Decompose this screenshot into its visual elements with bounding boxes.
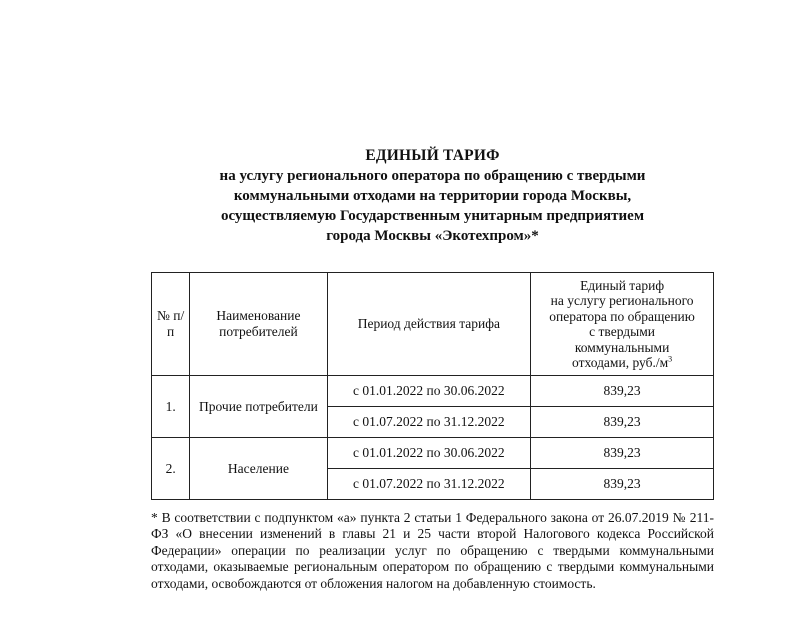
table-header-row — [152, 273, 714, 376]
row-num: 2. — [152, 438, 190, 500]
row-period: с 01.01.2022 по 30.06.2022 — [327, 438, 531, 469]
title-line-2: коммунальными отходами на территории города Москвы, — [233, 188, 632, 204]
tariff-table — [151, 272, 714, 500]
header-period: Период действия тарифа — [327, 273, 531, 376]
row-tariff-value: 839,23 — [531, 469, 714, 500]
row-tariff-value: 839,23 — [531, 376, 714, 407]
row-period: с 01.01.2022 по 30.06.2022 — [327, 376, 531, 407]
row-num: 1. — [152, 376, 190, 438]
header-tariff-unit: отходами, руб./м — [572, 355, 669, 370]
table-row — [152, 438, 714, 469]
header-tariff-line-3: оператора по обращению — [549, 308, 695, 324]
header-tariff-line-2: на услугу регионального — [550, 293, 694, 308]
header-consumers: Наименование потребителей — [190, 273, 327, 376]
row-tariff-value: 839,23 — [531, 438, 714, 469]
header-tariff-unit-sup: 3 — [668, 354, 673, 364]
row-consumer: Население — [190, 438, 327, 500]
header-tariff-line-4: с твердыми — [589, 324, 655, 339]
table-row — [152, 376, 714, 407]
row-period: с 01.07.2022 по 31.12.2022 — [327, 407, 531, 438]
title-line-3: осуществляемую Государственным унитарным предприятием — [220, 208, 645, 224]
title-line-4: города Москвы «Экотехпром»* — [326, 228, 539, 244]
title-line-1: на услугу регионального оператора по обращению с твердыми — [219, 168, 646, 184]
header-num: № п/п — [152, 273, 190, 376]
row-tariff-value: 839,23 — [531, 407, 714, 438]
document-title — [150, 146, 715, 246]
header-tariff-line-5: коммунальными — [574, 339, 670, 355]
title-heading: ЕДИНЫЙ ТАРИФ — [365, 147, 500, 164]
header-tariff-line-6 — [535, 355, 709, 371]
header-tariff-line-1: Единый тариф — [580, 277, 665, 293]
footnote: * В соответствии с подпунктом «а» пункта 2 статьи 1 Федерального закона от 26.07.2019 № 211-ФЗ «О внесении изменений в главы 21 и 25 части второй Налогового кодекса Российской Федерации» операции по реализации услуг по обращению с твердыми коммунальными отходами, оказываемые региональным оператором по обращению с твердыми коммунальными отходами, освобождаются от обложения налогом на добавленную стоимость. — [151, 510, 714, 591]
row-consumer: Прочие потребители — [190, 376, 327, 438]
header-tariff — [531, 273, 714, 376]
row-period: с 01.07.2022 по 31.12.2022 — [327, 469, 531, 500]
